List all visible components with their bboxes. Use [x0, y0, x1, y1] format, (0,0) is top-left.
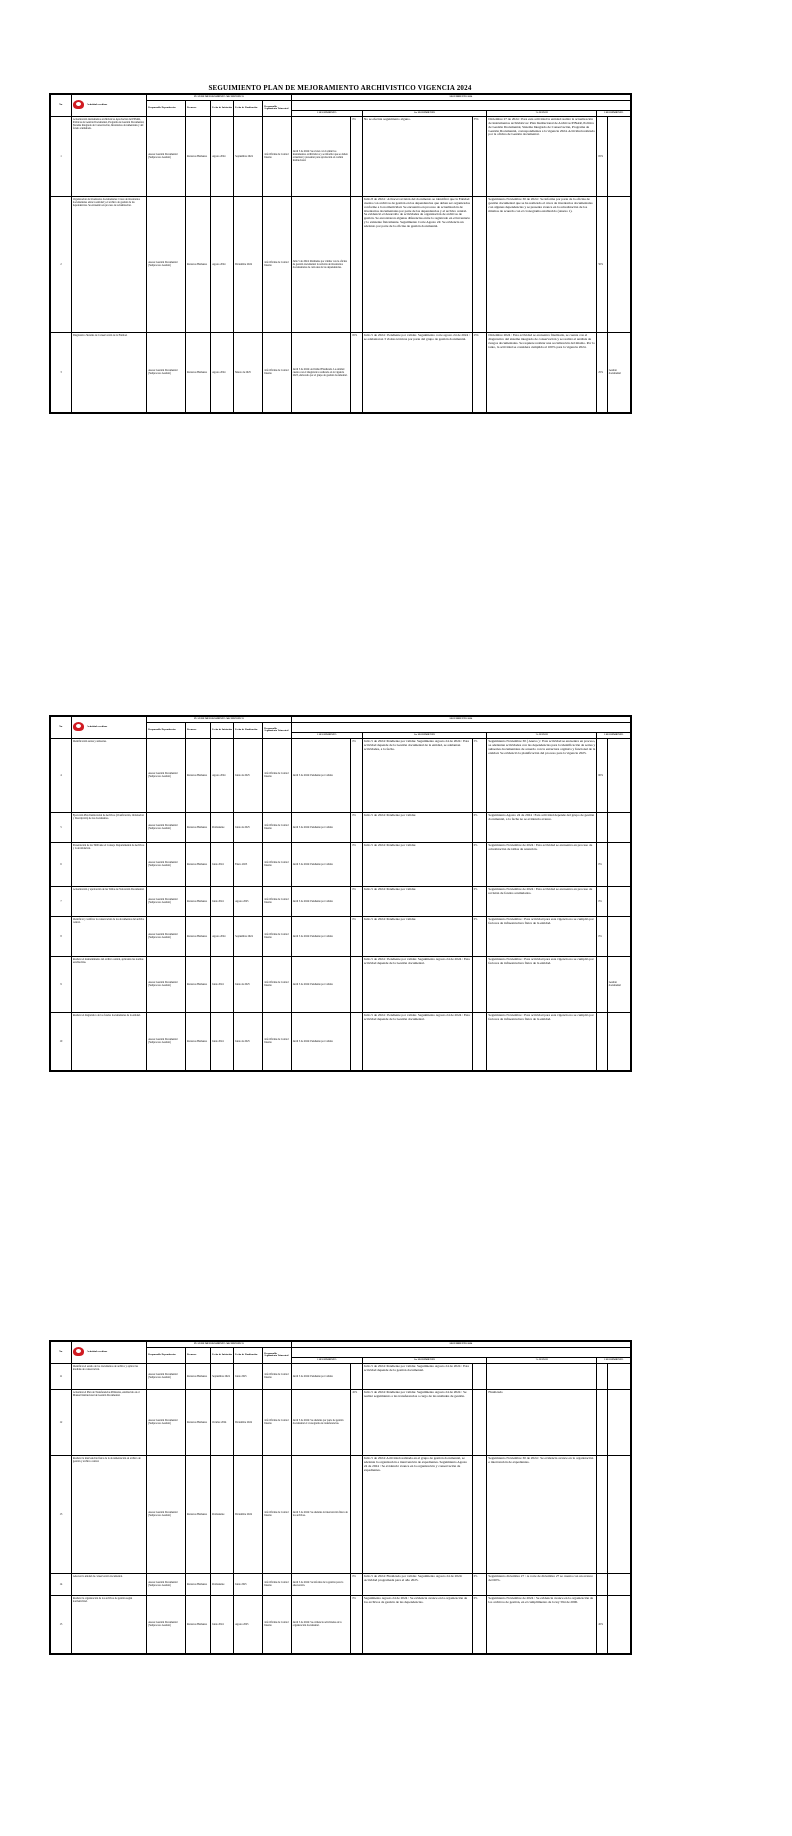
seguimiento-1-text: Abril 5 de 2024: Pendiente por validar.	[291, 812, 351, 842]
avance-percent	[597, 1573, 607, 1595]
table-row	[51, 738, 631, 812]
col-plan: PLAN DE MEJORAMIENTO ARCHIVISTICO	[147, 95, 291, 101]
seguimiento-1-percent: 0%	[351, 842, 363, 886]
activity-cell: Presentación de las TRD ante el Consejo Departamental de Archivos y Convalidación.	[71, 842, 146, 886]
col-no: No.	[51, 1342, 72, 1364]
table-row	[51, 332, 631, 412]
activity-cell: Diagnóstico Sistema de Conservación de la Entidad.	[71, 332, 146, 412]
col-seguimiento-3: 3 SEGUIMIENTO	[597, 1357, 631, 1363]
plan-sheet-page-2	[49, 715, 632, 1072]
seguimiento-1-percent: 45%	[351, 1389, 363, 1455]
group-label	[607, 116, 630, 196]
avance-percent	[597, 1012, 607, 1070]
seguimiento-1-percent: 0%	[351, 1573, 363, 1595]
col-avance: % AVANCE	[487, 110, 597, 116]
activity-cell: Adecuar la unidad de conservación documental.	[71, 1573, 146, 1595]
fecha-fin-cell: Junio 2025	[234, 1363, 263, 1389]
group-label	[607, 1455, 630, 1573]
seguimiento-subheader-spacer	[291, 1347, 630, 1357]
seguimiento-3-text: Seguimiento Noviembre : Esta actividad para esta vigencia no se cumplió por factores de infraestructura física de la entidad.	[487, 1012, 597, 1070]
seguimiento-1-text: Abril 5 de 2024: Se adelanta por parte de gestión documental el cronograma de transferencias.	[291, 1389, 351, 1455]
seguimiento-2-text: Julio 5 de 2024 : Pendiente por validar. Seguimiento corte agosto 24 de 2024 : se adelantaron 3 visitas técnicas por parte del grupo de gestión documental.	[362, 332, 472, 412]
group-label	[607, 1012, 630, 1070]
row-number: 14	[51, 1573, 72, 1595]
fecha-fin-cell: Diciembre 2024	[234, 1389, 263, 1455]
col-responsable: Responsable Dependencias	[147, 1347, 186, 1363]
resp-seguimiento-cell: Jefe Oficina de Control Interno	[263, 1573, 291, 1595]
avance-percent	[597, 812, 607, 842]
seguimiento-1-percent: 0%	[351, 1595, 363, 1653]
responsable-cell: Asesor Gestión Documental (Subproceso Gestión)	[147, 812, 186, 842]
seguimiento-1-percent: 0%	[351, 886, 363, 916]
col-responsable: Responsable Dependencias	[147, 722, 186, 738]
fecha-fin-cell: Enero 2025	[234, 842, 263, 886]
fecha-inicio-cell: Junio 2024	[211, 886, 234, 916]
col-actividad: Actividad a realizar	[86, 102, 108, 106]
seguimiento-1-percent: 65%	[351, 332, 363, 412]
row-number: 11	[51, 1363, 72, 1389]
seguimiento-2-percent: 0%	[472, 886, 487, 916]
activity-cell: Identificar el estado de los documentos de archivo y aplicar las medidas de conservación.	[71, 1363, 146, 1389]
seguimiento-2-text: Julio 5 de 2024: Pendiente por validar. Seguimiento Agosto 24 de 2024 : Se realizó seguimiento a las transferencias a cargo de las unidades de gestión.	[362, 1389, 472, 1455]
col-seguimiento-1: 1 SEGUIMIENTO	[291, 110, 362, 116]
activity-cell: Actualización y aprobación de las Tablas de Valoración Documental.	[71, 886, 146, 916]
seguimiento-1-text: Abril 5 de 2024: Pendiente por validar.	[291, 956, 351, 1012]
plan-table	[50, 1341, 631, 1654]
seguimiento-subheader-spacer	[291, 100, 630, 110]
recursos-cell: Recursos Humanos	[186, 738, 211, 812]
activity-cell: Realizar el diagnóstico de los fondos documentales de la entidad.	[71, 1012, 146, 1070]
group-label	[607, 886, 630, 916]
seguimiento-2-percent: 0%	[472, 812, 487, 842]
fecha-fin-cell: Marzo de 2025	[234, 332, 263, 412]
fecha-fin-cell: Junio de 2025	[234, 738, 263, 812]
fecha-inicio-cell: Junio 2024	[211, 956, 234, 1012]
resp-seguimiento-cell: Jefe Oficina de Control Interno	[263, 1012, 291, 1070]
avance-percent	[597, 1455, 607, 1573]
seguimiento-1-percent: 0%	[351, 116, 363, 196]
group-label	[607, 196, 630, 332]
row-number: 9	[51, 956, 72, 1012]
fecha-fin-cell: Junio de 2025	[234, 812, 263, 842]
seguimiento-3-text: Seguimiento Noviembre : Esta actividad para esta vigencia no se cumplió por factores de infraestructura física de la entidad.	[487, 916, 597, 956]
fecha-inicio-cell: Junio 2024	[211, 1595, 234, 1653]
col-recursos: Recursos	[186, 722, 211, 738]
resp-seguimiento-cell: Jefe Oficina de Control Interno	[263, 886, 291, 916]
document-title: SEGUIMIENTO PLAN DE MEJORAMIENTO ARCHIVISTICO VIGENCIA 2024	[208, 84, 472, 92]
fecha-fin-cell: Septiembre 2024	[234, 116, 263, 196]
group-label	[607, 1573, 630, 1595]
plan-sheet-page-3	[49, 1340, 632, 1655]
activity-cell: Actualización instrumentos archivisticos Aprobación del PINAR, Políticas de Gestión Documental, Programa de Gestión Documental, Sistema Integrado de Conservación, Inventarios documentales y del fondo acumulado.	[71, 116, 146, 196]
col-fecha-inicio: Fecha de Iniciación	[211, 100, 234, 116]
institution-logo	[73, 100, 84, 111]
fecha-inicio-cell: Permanente	[211, 812, 234, 842]
seguimiento-3-text: Seguimiento Noviembre 30 de 2024 : Se informa por parte de la oficina de gestión documental que se ha realizado el cruce de inventarios documentales con algunas dependencias y se presenta avance en la actualización de los mismos de acuerdo con el cronograma establecido (Anexo 1).	[487, 196, 597, 332]
logo-cell	[71, 1342, 146, 1364]
col-actividad: Actividad a realizar	[86, 1349, 108, 1353]
table-row	[51, 1573, 631, 1595]
fecha-fin-cell: Septiembre 2024	[234, 916, 263, 956]
table-row	[51, 1389, 631, 1455]
responsable-cell: Asesor Gestión Documental (Subproceso Gestión)	[147, 1389, 186, 1455]
seguimiento-2-text: Julio 5 de 2024: Finalizado por validar. Seguimiento Agosto 24 de 2024: Actividad programada para el año 2025.	[362, 1573, 472, 1595]
seguimiento-1-percent: 0%	[351, 916, 363, 956]
responsable-cell: Asesor Gestión Documental (Subproceso Gestión)	[147, 196, 186, 332]
seguimiento-1-percent: 0%	[351, 738, 363, 812]
seguimiento-2-percent: 0%	[472, 1595, 487, 1653]
table-row	[51, 1363, 631, 1389]
seguimiento-1-text: Abril 5 de 2024: Se revisó con Comité los instrumentos archivísticos y se informó que se deben actualizar y presentar para aprobación en comité institucional.	[291, 116, 351, 196]
recursos-cell: Recursos Humanos	[186, 116, 211, 196]
row-number: 3	[51, 332, 72, 412]
plan-table	[50, 716, 631, 1071]
fecha-inicio-cell: Junio 2024	[211, 842, 234, 886]
table-row	[51, 916, 631, 956]
fecha-fin-cell: Diciembre 2024	[234, 1455, 263, 1573]
seguimiento-subheader-spacer	[291, 722, 630, 732]
seguimiento-3-text: Diciembre 27 de 2024 : Para esta actividad la entidad realizó la actualización de instrumentos archivísticos: Plan Institucional de Archivos PINAR, Política de Gestión Documental, Sistema Integrado de Conservación, Programa de Gestión Documental, correspondientes a la vigencia 2024. Actividad realizada por la oficina de Gestión documental.	[487, 116, 597, 196]
group-label	[607, 1595, 630, 1653]
col-seguimiento-1: 1 SEGUIMIENTO	[291, 732, 362, 738]
seguimiento-3-text: Diciembre 2024 : Esta actividad se encuentra finalizada, se cuenta con el diagnóstico del sistema integrado de conservación y se realizó el análisis de riesgos documentales. Se requiere realizar una socialización del mismo. Por lo tanto, la actividad se considera cumplida al 100% para la vigencia 2024.	[487, 332, 597, 412]
responsable-cell: Asesor Gestión Documental (Subproceso Gestión)	[147, 116, 186, 196]
avance-percent: 25%	[597, 332, 607, 412]
activity-cell: Actualizar el Plan de Transferencias Primarias, establecido en el Manual Institucional de Gestión Documental.	[71, 1389, 146, 1455]
col-recursos: Recursos	[186, 1347, 211, 1363]
fecha-fin-cell: Diciembre 2024	[234, 196, 263, 332]
recursos-cell: Recursos Humanos	[186, 332, 211, 412]
seguimiento-1-percent	[351, 1455, 363, 1573]
seguimiento-2-text: Julio 5 de 2024: Pendiente por validar.	[362, 886, 472, 916]
seguimiento-1-percent	[351, 1363, 363, 1389]
resp-seguimiento-cell: Jefe Oficina de Control Interno	[263, 1455, 291, 1573]
resp-seguimiento-cell: Jefe Oficina de Control Interno	[263, 842, 291, 886]
seguimiento-2-text: Julio 8 de 2024 : Al hacer revisión del documento se identificó que la Entidad cuenta con archivos de gestión en las dependencias que deben ser organizados conforme a la normatividad. Se encuentra en proceso de actualización de inventarios documentales por parte de las dependencias y el archivo central. Se evidenció el desarrollo de actividades de organización de archivos de gestión. Se encontraron algunas diferencias entre lo registrado en el inventario y lo existente físicamente. Seguimiento Corte Agosto 24: Se evidencia un adelanto por parte de la oficina de gestión documental.	[362, 196, 472, 332]
col-no: No.	[51, 717, 72, 739]
seguimiento-1-text: Julio 5 de 2024: Pendiente por validar con la oficina de gestión documental la revisión de inventarios documentales de cada una de las dependencias.	[291, 196, 351, 332]
logo-cell	[71, 717, 146, 739]
seguimiento-1-text: Abril 5 de 2024: Se adelanta la intervención física de los archivos.	[291, 1455, 351, 1573]
col-avance: % AVANCE	[487, 732, 597, 738]
avance-percent	[597, 1389, 607, 1455]
table-row	[51, 1012, 631, 1070]
group-label	[607, 738, 630, 812]
seguimiento-2-text: Julio 5 de 2024: Pendiente por validar. Seguimiento Agosto 24 de 2024 : Esta actividad depende de la Gestión documental de la entidad, se adelantan actividades, a la fecha.	[362, 738, 472, 812]
row-number: 2	[51, 196, 72, 332]
row-number: 7	[51, 886, 72, 916]
fecha-inicio-cell: Agosto 2024	[211, 738, 234, 812]
table-row	[51, 1455, 631, 1573]
fecha-inicio-cell: Septiembre 2024	[211, 1363, 234, 1389]
responsable-cell: Asesor Gestión Documental (Subproceso Gestión)	[147, 1363, 186, 1389]
col-seguimiento: SEGUIMIENTO 2024	[291, 95, 630, 101]
group-label	[607, 842, 630, 886]
fecha-inicio-cell: Permanente	[211, 1573, 234, 1595]
activity-cell: Realizar el mantenimiento del archivo central, aplicando las normas establecidas.	[71, 956, 146, 1012]
table-row	[51, 886, 631, 916]
fecha-fin-cell: Agosto 2025	[234, 886, 263, 916]
seguimiento-3-text: Seguimiento diciembre 27 : A corte de diciembre 27 se cuenta con un avance del 60%.	[487, 1573, 597, 1595]
avance-percent: 50%	[597, 196, 607, 332]
seguimiento-1-text: Abril 5 de 2024: Actividad Finalizada. La entidad cuenta con el diagnóstico realizado en la vigencia 2023, elaborado por el grupo de gestión documental.	[291, 332, 351, 412]
table-row	[51, 116, 631, 196]
col-resp-seguimiento: Responsable Seguimiento Trimestral	[263, 1347, 291, 1363]
col-fecha-fin: Fecha de Finalización	[234, 100, 263, 116]
responsable-cell: Asesor Gestión Documental (Subproceso Gestión)	[147, 886, 186, 916]
row-number: 6	[51, 842, 72, 886]
group-label	[607, 916, 630, 956]
recursos-cell: Recursos Humanos	[186, 1012, 211, 1070]
responsable-cell: Asesor Gestión Documental (Subproceso Gestión)	[147, 842, 186, 886]
group-label: Gestión documental	[607, 956, 630, 1012]
plan-sheet-page-1	[49, 93, 632, 414]
resp-seguimiento-cell: Jefe Oficina de Control Interno	[263, 956, 291, 1012]
table-row	[51, 842, 631, 886]
fecha-inicio-cell: Agosto 2024	[211, 116, 234, 196]
activity-cell: Realizar la organización de los archivos de gestión según normatividad.	[71, 1595, 146, 1653]
col-avance: % AVANCE	[487, 1357, 597, 1363]
fecha-inicio-cell: Permanente	[211, 1455, 234, 1573]
seguimiento-2-percent: 25%	[472, 332, 487, 412]
group-label	[607, 812, 630, 842]
activity-cell: Realizar la intervención física de la documentación en archivo de gestión y archivo central.	[71, 1455, 146, 1573]
activity-cell: Organización de inventarios documentales: Cruce de inventarios documentales entre la entidad y el archivo de gestión de las dependencias. Se encuentra en proceso de actualización.	[71, 196, 146, 332]
seguimiento-3-text: Seguimiento Noviembre de 2024 : Esta actividad se encuentra en proceso de revisión de fondos acumulados.	[487, 886, 597, 916]
fecha-fin-cell: Junio 2025	[234, 1573, 263, 1595]
col-fecha-fin: Fecha de Finalización	[234, 1347, 263, 1363]
table-row	[51, 1595, 631, 1653]
col-seguimiento-3: 3 SEGUIMIENTO	[597, 110, 631, 116]
row-number: 8	[51, 916, 72, 956]
seguimiento-1-text: Abril 5 de 2024: Pendiente por validar.	[291, 738, 351, 812]
table-row	[51, 196, 631, 332]
col-seguimiento-1: 1 SEGUIMIENTO	[291, 1357, 362, 1363]
resp-seguimiento-cell: Jefe Oficina de Control Interno	[263, 738, 291, 812]
avance-percent	[597, 956, 607, 1012]
recursos-cell: Recursos Humanos	[186, 956, 211, 1012]
institution-logo	[73, 722, 84, 733]
seguimiento-2-percent: 5%	[472, 738, 487, 812]
resp-seguimiento-cell: Jefe Oficina de Control Interno	[263, 332, 291, 412]
seguimiento-1-text: Abril 5 de 2024: Pendiente por validar.	[291, 1363, 351, 1389]
seguimiento-3-text	[487, 1363, 597, 1389]
col-actividad: Actividad a realizar	[86, 724, 108, 728]
fecha-inicio-cell: Octubre 2024	[211, 1389, 234, 1455]
col-plan: PLAN DE MEJORAMIENTO ARCHIVISTICO	[147, 1342, 291, 1348]
seguimiento-1-percent	[351, 956, 363, 1012]
seguimiento-2-percent	[472, 1363, 487, 1389]
fecha-inicio-cell: Agosto 2024	[211, 916, 234, 956]
col-fecha-inicio: Fecha de Iniciación	[211, 722, 234, 738]
seguimiento-1-text: Abril 5 de 2024: Pendiente por validar.	[291, 916, 351, 956]
seguimiento-2-percent	[472, 1455, 487, 1573]
col-seguimiento-2: 2a. SEGUIMIENTO	[362, 732, 487, 738]
avance-percent: 65%	[597, 116, 607, 196]
institution-logo	[73, 1347, 84, 1358]
seguimiento-2-text: Seguimiento Agosto 24 de 2024 : Se evidencia avance en la organización de los archivos de gestión de las dependencias.	[362, 1595, 472, 1653]
logo-cell	[71, 95, 146, 117]
seguimiento-1-text: Abril 5 de 2024: Pendiente por validar.	[291, 1012, 351, 1070]
plan-table	[50, 94, 631, 413]
seguimiento-2-percent	[472, 1012, 487, 1070]
col-recursos: Recursos	[186, 100, 211, 116]
fecha-inicio-cell: Junio 2024	[211, 1012, 234, 1070]
recursos-cell: Recursos Humanos	[186, 1455, 211, 1573]
responsable-cell: Asesor Gestión Documental (Subproceso Gestión)	[147, 1012, 186, 1070]
seguimiento-2-percent: 0%	[472, 916, 487, 956]
seguimiento-3-text: Seguimiento Agosto 24 de 2024 : Esta actividad depende del grupo de gestión documental, a la fecha no se evidencia avance.	[487, 812, 597, 842]
col-resp-seguimiento: Responsable Seguimiento Trimestral	[263, 100, 291, 116]
recursos-cell: Recursos Humanos	[186, 886, 211, 916]
responsable-cell: Asesor Gestión Documental (Subproceso Gestión)	[147, 916, 186, 956]
row-number: 10	[51, 1012, 72, 1070]
seguimiento-2-percent	[472, 196, 487, 332]
seguimiento-2-text: Julio 5 de 2024 : Pendiente por validar. Seguimiento Agosto 24 de 2024 : Esta actividad depende de la Gestión documental.	[362, 956, 472, 1012]
seguimiento-1-text: Abril 5 de 2024: Pendiente por validar.	[291, 886, 351, 916]
avance-percent: 45%	[597, 1595, 607, 1653]
row-number: 12	[51, 1389, 72, 1455]
seguimiento-3-text: Seguimiento Noviembre 30 ( Anexo ) : Esta actividad se encuentra en proceso, se adelantan actividades con las dependencias para la identificación de series y subseries documentales de acuerdo con la estructura orgánica y funcional de la entidad. Se evidenció la planificación del proceso para la vigencia 2025.	[487, 738, 597, 812]
seguimiento-3-text: Seguimiento Noviembre de 2024 : Se evidencia avance en la organización de los archivos de gestión, en el cumplimiento de la ley 594 de 2000.	[487, 1595, 597, 1653]
seguimiento-3-text: Seguimiento Noviembre de 2024 : Esta actividad se encuentra en proceso de actualización de tablas de retención.	[487, 842, 597, 886]
row-number: 1	[51, 116, 72, 196]
row-number: 15	[51, 1595, 72, 1653]
recursos-cell: Recursos Humanos	[186, 1363, 211, 1389]
seguimiento-2-percent: 35%	[472, 116, 487, 196]
fecha-inicio-cell: Agosto 2024	[211, 196, 234, 332]
seguimiento-2-text: Julio 5 de 2024 : Pendiente por validar. Seguimiento Agosto 24 de 2024 : Esta actividad depende de la Gestión documental.	[362, 1012, 472, 1070]
col-seguimiento-2: 2a. SEGUIMIENTO	[362, 1357, 487, 1363]
col-seguimiento-3: 3 SEGUIMIENTO	[597, 732, 631, 738]
avance-percent: 60%	[597, 738, 607, 812]
responsable-cell: Asesor Gestión Documental (Subproceso Gestión)	[147, 956, 186, 1012]
seguimiento-2-percent: 0%	[472, 842, 487, 886]
row-number: 4	[51, 738, 72, 812]
activity-cell: Identificación series y subseries.	[71, 738, 146, 812]
fecha-fin-cell: Junio de 2025	[234, 1012, 263, 1070]
avance-percent: 0%	[597, 886, 607, 916]
resp-seguimiento-cell: Jefe Oficina de Control Interno	[263, 1363, 291, 1389]
responsable-cell: Asesor Gestión Documental (Subproceso Gestión)	[147, 332, 186, 412]
recursos-cell: Recursos Humanos	[186, 842, 211, 886]
seguimiento-3-text: Finalizado	[487, 1389, 597, 1455]
col-resp-seguimiento: Responsable Seguimiento Trimestral	[263, 722, 291, 738]
seguimiento-2-percent: 0%	[472, 1573, 487, 1595]
responsable-cell: Asesor Gestión Documental (Subproceso Gestión)	[147, 1573, 186, 1595]
seguimiento-2-text: Julio 5 de 2024: Pendiente por validar.	[362, 916, 472, 956]
seguimiento-2-percent	[472, 956, 487, 1012]
seguimiento-1-text: Abril 5 de 2024: Se informa de la gestión para la adecuación.	[291, 1573, 351, 1595]
col-seguimiento: SEGUIMIENTO 2024	[291, 717, 630, 723]
seguimiento-2-percent	[472, 1389, 487, 1455]
col-seguimiento: SEGUIMIENTO 2024	[291, 1342, 630, 1348]
col-responsable: Responsable Dependencias	[147, 100, 186, 116]
col-fecha-fin: Fecha de Finalización	[234, 722, 263, 738]
col-plan: PLAN DE MEJORAMIENTO ARCHIVISTICO	[147, 717, 291, 723]
seguimiento-2-text: No se efectúa seguimiento alguno.	[362, 116, 472, 196]
responsable-cell: Asesor Gestión Documental (Subproceso Gestión)	[147, 738, 186, 812]
activity-cell: Identificar y verificar la conservación de los documentos del archivo central.	[71, 916, 146, 956]
fecha-inicio-cell: Agosto 2024	[211, 332, 234, 412]
avance-percent: 0%	[597, 842, 607, 886]
seguimiento-1-text: Abril 5 de 2024: Se evidencia actividades en la organización documental.	[291, 1595, 351, 1653]
recursos-cell: Recursos Humanos	[186, 1595, 211, 1653]
table-row	[51, 812, 631, 842]
seguimiento-3-text: Seguimiento Noviembre : Esta actividad para esta vigencia no se cumplió por factores de infraestructura física de la entidad.	[487, 956, 597, 1012]
resp-seguimiento-cell: Jefe Oficina de Control Interno	[263, 1389, 291, 1455]
group-label: Gestión documental	[607, 332, 630, 412]
fecha-fin-cell: Agosto 2025	[234, 1595, 263, 1653]
seguimiento-2-text: Julio 5 de 2024: Actividad realizada en el grupo de gestión documental, se adelanta la organización e intervención de expedientes. Seguimiento Agosto 24 de 2024 : Se evidenció avance en la organización y conservación de expedientes.	[362, 1455, 472, 1573]
fecha-fin-cell: Junio de 2025	[234, 956, 263, 1012]
recursos-cell: Recursos Humanos	[186, 1573, 211, 1595]
seguimiento-1-percent	[351, 196, 363, 332]
table-row	[51, 956, 631, 1012]
responsable-cell: Asesor Gestión Documental (Subproceso Gestión)	[147, 1455, 186, 1573]
group-label	[607, 1363, 630, 1389]
row-number: 13	[51, 1455, 72, 1573]
row-number: 5	[51, 812, 72, 842]
responsable-cell: Asesor Gestión Documental (Subproceso Gestión)	[147, 1595, 186, 1653]
group-label	[607, 1389, 630, 1455]
avance-percent	[597, 1363, 607, 1389]
activity-cell: Ejecución Plan Institucional de Archivos (Clasificación, Ordenación y Descripción) de los documentos.	[71, 812, 146, 842]
recursos-cell: Recursos Humanos	[186, 812, 211, 842]
seguimiento-2-text: Julio 5 de 2024: Pendiente por validar. Seguimiento Agosto 24 de 2024 : Esta actividad depende de la gestión documental.	[362, 1363, 472, 1389]
resp-seguimiento-cell: Jefe Oficina de Control Interno	[263, 1595, 291, 1653]
seguimiento-1-text: Abril 5 de 2024: Pendiente por validar.	[291, 842, 351, 886]
seguimiento-1-percent	[351, 1012, 363, 1070]
resp-seguimiento-cell: Jefe Oficina de Control Interno	[263, 116, 291, 196]
seguimiento-1-percent: 0%	[351, 812, 363, 842]
avance-percent: 0%	[597, 916, 607, 956]
col-seguimiento-2: 2a. SEGUIMIENTO	[362, 110, 487, 116]
resp-seguimiento-cell: Jefe Oficina de Control Interno	[263, 196, 291, 332]
recursos-cell: Recursos Humanos	[186, 196, 211, 332]
seguimiento-2-text: Julio 5 de 2024: Pendiente por validar.	[362, 842, 472, 886]
recursos-cell: Recursos Humanos	[186, 916, 211, 956]
resp-seguimiento-cell: Jefe Oficina de Control Interno	[263, 812, 291, 842]
col-fecha-inicio: Fecha de Iniciación	[211, 1347, 234, 1363]
recursos-cell: Recursos Humanos	[186, 1389, 211, 1455]
seguimiento-3-text: Seguimiento Noviembre 30 de 2024 : Se evidencia avance en la organización e intervención de expedientes.	[487, 1455, 597, 1573]
resp-seguimiento-cell: Jefe Oficina de Control Interno	[263, 916, 291, 956]
seguimiento-2-text: Julio 5 de 2024: Pendiente por validar.	[362, 812, 472, 842]
col-no: No.	[51, 95, 72, 117]
